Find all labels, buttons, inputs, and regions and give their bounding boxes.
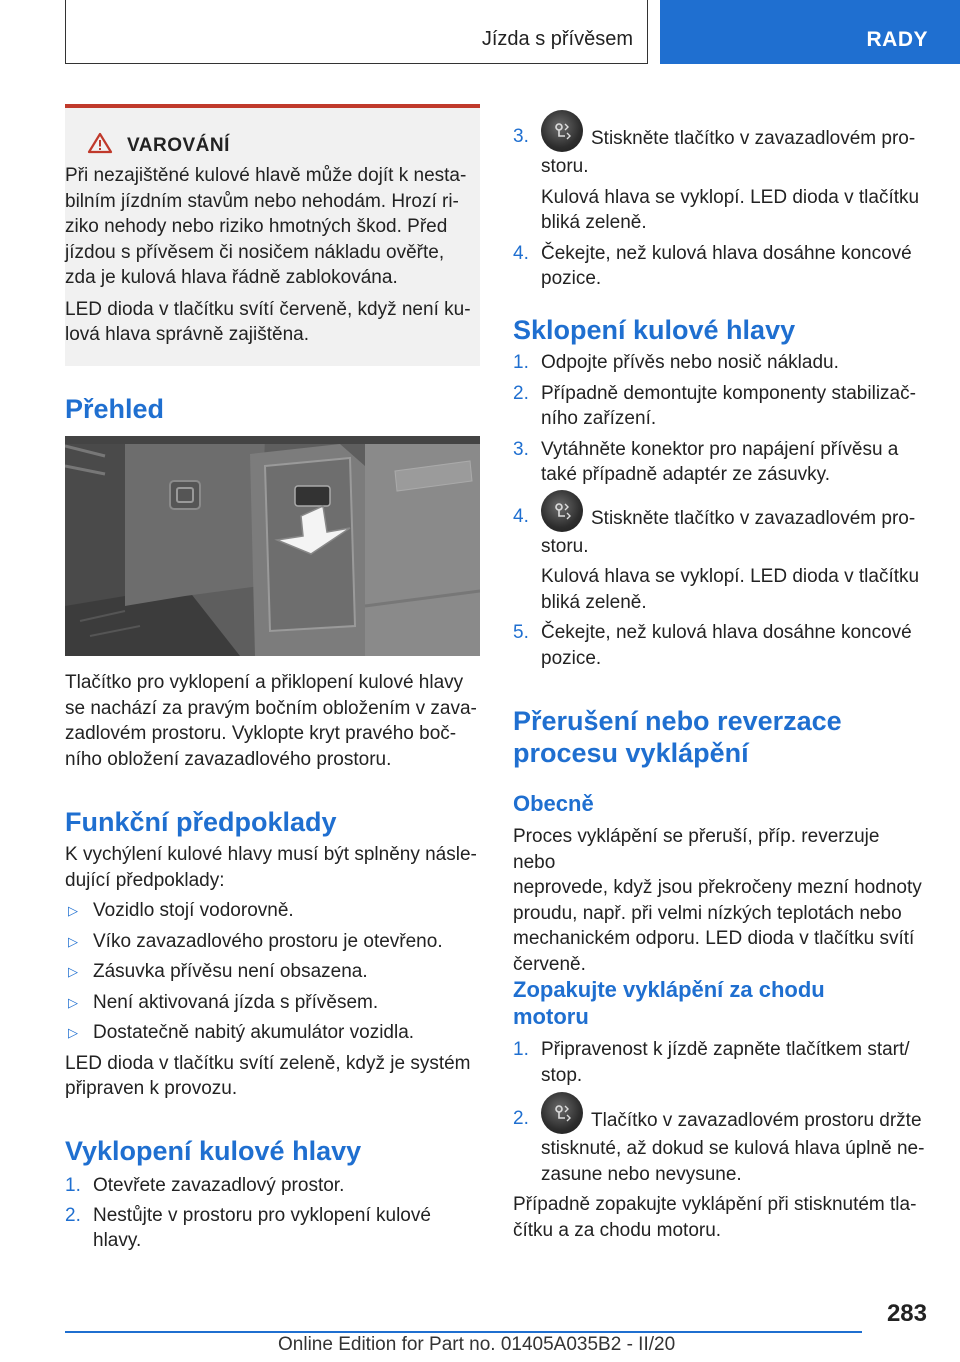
predpoklady-list <box>65 898 480 1046</box>
tab-rady[interactable] <box>660 0 960 64</box>
outro-line: LED dioda v tlačítku svítí zeleně, když je systém <box>65 1052 471 1074</box>
list-item-text: Vozidlo stojí vodorovně. <box>93 900 294 921</box>
list-item <box>65 990 480 1016</box>
list-item <box>513 110 925 160</box>
section-title: Jízda s přívěsem <box>481 28 633 50</box>
step-text: bliká zeleně. <box>541 212 647 233</box>
step-text: stisknuté, až dokud se kulová hlava úplně ne- <box>541 1138 925 1159</box>
list-item <box>513 620 925 671</box>
heading-line: procesu vyklápění <box>513 738 749 768</box>
outro-line: Případně zopakujte vyklápění při stisknutém tla- <box>513 1194 917 1215</box>
step-text: pozice. <box>541 647 602 669</box>
step-number: 3. <box>513 438 529 460</box>
list-item <box>65 1173 480 1199</box>
obecne-text <box>513 824 925 977</box>
text-line: neprovede, když jsou překročeny mezní hodnoty <box>513 877 922 898</box>
step-number: 2. <box>513 382 529 404</box>
warning-line: jízdou s přívěsem či nosičem nákladu ověřte, <box>65 241 445 263</box>
step-text: Stiskněte tlačítko v zavazadlovém pro- <box>591 128 916 149</box>
warning-line: LED dioda v tlačítku svítí červeně, když není ku- <box>65 298 471 320</box>
triangle-bullet-icon: ▷ <box>68 964 78 979</box>
list-item <box>513 1037 925 1088</box>
intro-line: K vychýlení kulové hlavy musí být splněny násle- <box>65 844 477 865</box>
trunk-photo <box>65 436 480 656</box>
list-item <box>513 241 925 292</box>
text-line: mechanickém odporu. LED dioda v tlačítku svítí <box>513 928 915 949</box>
vyklopeni-steps-right <box>513 110 925 292</box>
ball-head-button-icon <box>541 110 583 152</box>
list-item <box>513 381 925 432</box>
prehled-caption <box>65 670 480 772</box>
list-item <box>65 929 480 955</box>
heading-sklopeni: Sklopení kulové hlavy <box>513 315 796 345</box>
step-number: 2. <box>513 1108 529 1129</box>
ball-head-button-icon <box>541 1092 583 1134</box>
list-item-text: Zásuvka přívěsu není obsazena. <box>93 961 368 982</box>
warning-line: lová hlava správně zajištěna. <box>65 324 309 345</box>
caption-line: Tlačítko pro vyklopení a přiklopení kulové hlavy <box>65 672 464 693</box>
triangle-bullet-icon: ▷ <box>68 903 78 918</box>
step-number: 1. <box>513 1039 529 1060</box>
text-line: proudu, např. při velmi nízkých teplotách nebo <box>513 902 902 924</box>
tab-label: RADY <box>866 28 928 51</box>
list-item-text: Víko zavazadlového prostoru je otevřeno. <box>93 930 443 952</box>
step-number: 1. <box>65 1175 81 1196</box>
warning-line: bilním jízdním stavům nebo nehodám. Hrozí ri- <box>65 190 459 212</box>
step-number: 5. <box>513 622 529 643</box>
triangle-bullet-icon: ▷ <box>68 994 78 1010</box>
heading-line: Přerušení nebo reverzace <box>513 706 842 736</box>
step-text: Čekejte, než kulová hlava dosáhne koncové <box>541 622 912 643</box>
footer-edition: Online Edition for Part no. 01405A035B2 - II/20 <box>278 1334 676 1355</box>
step-text: Kulová hlava se vyklopí. LED dioda v tlačítku <box>541 186 920 208</box>
caption-line: zadlovém prostoru. Vyklopte kryt pravého boč- <box>65 723 457 744</box>
warning-label: VAROVÁNÍ <box>127 134 230 156</box>
triangle-bullet-icon: ▷ <box>68 1025 78 1040</box>
warning-box <box>65 104 480 366</box>
step-text: bliká zeleně. <box>541 591 647 613</box>
step-text: Otevřete zavazadlový prostor. <box>93 1175 345 1196</box>
zopakujte-steps <box>513 1037 925 1243</box>
step-text: Případně demontujte komponenty stabilizač- <box>541 382 916 404</box>
header-box <box>65 0 648 64</box>
warning-line: Při nezajištěné kulové hlavě může dojít k nesta- <box>65 165 467 186</box>
step-text: ního zařízení. <box>541 408 657 429</box>
list-item <box>65 1020 480 1046</box>
step-text: Stiskněte tlačítko v zavazadlovém pro- <box>591 507 916 529</box>
step-text: storu. <box>541 156 589 177</box>
warning-line: ziko nehody nebo riziko hmotných škod. Před <box>65 216 448 237</box>
step-number: 2. <box>65 1204 81 1226</box>
heading-predpoklady: Funkční předpoklady <box>65 807 337 837</box>
subheading-zopakujte <box>513 976 925 1030</box>
step-number: 3. <box>513 126 529 147</box>
list-item <box>65 959 480 985</box>
heading-line: Zopakujte vyklápění za chodu <box>513 977 825 1002</box>
step-text: storu. <box>541 535 589 557</box>
step-text: Odpojte přívěs nebo nosič nákladu. <box>541 352 839 373</box>
list-item-text: Dostatečně nabitý akumulátor vozidla. <box>93 1022 415 1043</box>
outro-line: čítku a za chodu motoru. <box>513 1219 722 1241</box>
list-item <box>513 350 925 376</box>
intro-line: dující předpoklady: <box>65 869 225 891</box>
step-number: 4. <box>513 242 529 264</box>
step-text: Tlačítko v zavazadlovém prostoru držte <box>591 1110 922 1131</box>
step-text: Připravenost k jízdě zapněte tlačítkem start/ <box>541 1039 910 1060</box>
step-number: 1. <box>513 352 529 373</box>
step-text: také případně adaptér ze zásuvky. <box>541 464 831 485</box>
vyklopeni-steps-left <box>65 1173 480 1254</box>
predpoklady-section <box>65 842 480 1102</box>
step-text: Vytáhněte konektor pro napájení přívěsu a <box>541 438 899 460</box>
heading-preruseni <box>513 705 925 769</box>
caption-line: ního obložení zavazadlového prostoru. <box>65 748 392 770</box>
step-number: 4. <box>513 505 529 527</box>
step-text: Nestůjte v prostoru pro vyklopení kulové <box>93 1204 431 1226</box>
heading-prehled: Přehled <box>65 394 165 424</box>
footer-divider <box>65 1331 862 1333</box>
step-text: hlavy. <box>93 1230 142 1251</box>
heading-vyklopeni: Vyklopení kulové hlavy <box>65 1136 362 1166</box>
list-item <box>513 1092 925 1142</box>
list-item-text: Není aktivovaná jízda s přívěsem. <box>93 991 379 1013</box>
heading-line: motoru <box>513 1004 589 1029</box>
step-text: pozice. <box>541 268 602 289</box>
caption-line: se nachází za pravým bočním obložením v zava- <box>65 697 477 719</box>
subheading-obecne: Obecně <box>513 791 594 816</box>
list-item <box>513 437 925 488</box>
triangle-bullet-icon: ▷ <box>68 933 78 949</box>
step-text: stop. <box>541 1064 583 1086</box>
warning-icon <box>87 132 113 159</box>
step-text: Čekejte, než kulová hlava dosáhne koncové <box>541 242 912 264</box>
ball-head-button-icon <box>541 490 583 532</box>
sklopeni-steps <box>513 350 925 671</box>
step-text: zasune nebo nevysune. <box>541 1163 742 1185</box>
text-line: červeně. <box>513 953 586 975</box>
list-item <box>65 898 480 924</box>
warning-line: zda je kulová hlava řádně zablokována. <box>65 267 398 288</box>
text-line: Proces vyklápění se přeruší, příp. reverzuje nebo <box>513 826 880 873</box>
list-item <box>513 490 925 540</box>
page-number: 283 <box>886 1300 927 1327</box>
outro-line: připraven k provozu. <box>65 1078 238 1099</box>
step-text: Kulová hlava se vyklopí. LED dioda v tlačítku <box>541 566 920 587</box>
list-item <box>65 1203 480 1254</box>
